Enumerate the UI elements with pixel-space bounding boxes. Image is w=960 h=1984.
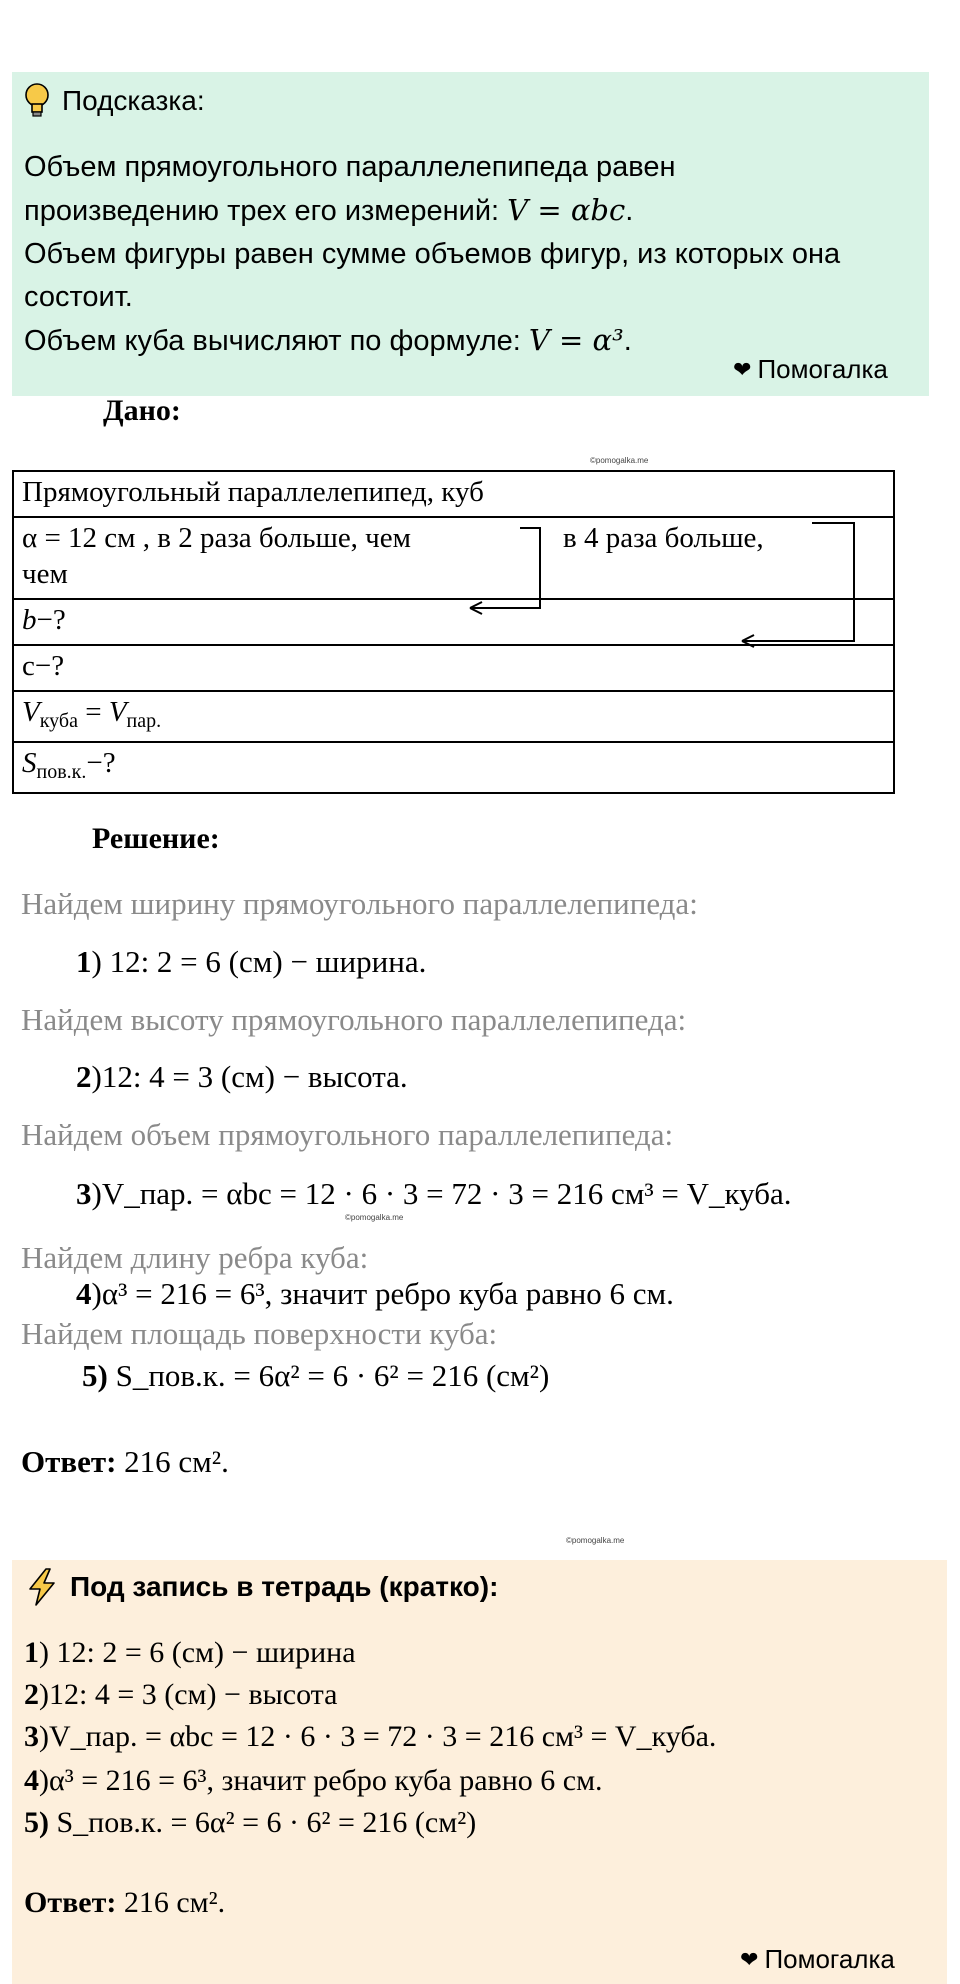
watermark: ©pomogalka.me [590, 456, 649, 465]
note-text: )α³ = 216 = 6³, значит ребро куба равно 6 см. [39, 1764, 603, 1797]
step-number: 4 [24, 1764, 39, 1797]
step-number: 5) [24, 1806, 49, 1839]
hint-formula-cube: V = α³ [528, 323, 624, 357]
notes-answer [24, 1886, 225, 1920]
note-line [24, 1720, 716, 1754]
step-number: 3 [24, 1720, 39, 1753]
answer-value: 216 см². [116, 1886, 226, 1919]
step3 [76, 1176, 792, 1212]
step-text: )α³ = 216 = 6³, значит ребро куба равно 6 см. [91, 1276, 674, 1311]
step-text: )V_пар. = αbс = 12 · 6 · 3 = 72 · 3 = 216 см³ = V_куба. [91, 1176, 792, 1211]
arrow-to-b [470, 528, 540, 608]
step1 [76, 944, 426, 980]
step-number: 2 [76, 1059, 92, 1094]
step5 [82, 1358, 549, 1394]
arrow-to-c [742, 523, 854, 641]
hint-text: равен [587, 151, 676, 183]
given-arrows [0, 0, 960, 700]
note-line [24, 1636, 356, 1670]
heart-icon: ❤ [733, 356, 752, 382]
note-line [24, 1764, 603, 1798]
solution-heading: Решение: [92, 822, 220, 855]
given-row: с−? [13, 645, 894, 691]
step-number: 1 [76, 944, 92, 979]
step2-caption: Найдем высоту прямоугольного параллелепипеда: [21, 1002, 687, 1037]
given-text: в 4 раза больше, [563, 522, 764, 554]
note-line [24, 1806, 476, 1840]
notes-header [24, 1567, 498, 1607]
step-text: ) 12: 2 = 6 (см) − ширина. [91, 944, 427, 979]
note-text: S_пов.к. = 6α² = 6 · 6² = 216 (см²) [49, 1806, 477, 1839]
brand-label [740, 1944, 895, 1975]
note-text: ) 12: 2 = 6 (см) − ширина [39, 1636, 356, 1669]
answer-label: Ответ: [24, 1886, 117, 1919]
hint-body: Объем прямоугольного параллелепипеда равен произведению трех его измерений: V = αbc. Объем фигуры равен сумме объемов фигур, из которых она состоит. Объем куба вычисляют по формуле: V = α³. [24, 146, 924, 363]
answer [21, 1444, 229, 1480]
step4-caption: Найдем длину ребра куба: [21, 1240, 369, 1275]
step-number: 2 [24, 1678, 39, 1711]
watermark: ©pomogalka.me [566, 1536, 625, 1545]
given-row: b−? [13, 599, 894, 645]
hint-text: вычисляют по формуле: [184, 325, 529, 357]
hint-title: Подсказка: [62, 85, 205, 116]
given-row: Прямоугольный параллелепипед, куб [13, 471, 894, 517]
watermark: ©pomogalka.me [345, 1213, 404, 1222]
hint-text: состоит. [24, 281, 133, 313]
given-row: $S_{пов.к.}-$? [13, 742, 894, 793]
step5-caption: Найдем площадь поверхности куба: [21, 1316, 498, 1351]
given-heading: Дано: [103, 394, 181, 427]
brand-text: Помогалка [764, 1944, 895, 1974]
given-text: чем [22, 558, 68, 590]
hint-formula-volume: V = αbc [507, 193, 626, 227]
note-line [24, 1678, 337, 1712]
step-number: 3 [76, 1176, 92, 1211]
given-row: $V_{куба} = V_{пар.}$ [13, 691, 894, 742]
answer-label: Ответ: [21, 1444, 117, 1479]
step2 [76, 1059, 408, 1095]
brand-text: Помогалка [757, 354, 888, 384]
hint-term-parallelepiped: Объем прямоугольного параллелепипеда [24, 151, 588, 183]
step-number: 1 [24, 1636, 39, 1669]
lightning-icon [24, 1567, 60, 1607]
heart-icon: ❤ [740, 1946, 759, 1972]
note-text: )V_пар. = αbс = 12 · 6 · 3 = 72 · 3 = 216 см³ = V_куба. [39, 1720, 717, 1753]
step-number: 4 [76, 1276, 92, 1311]
step-text: )12: 4 = 3 (см) − высота. [91, 1059, 408, 1094]
given-text: α = 12 см , в 2 раза больше, чем [22, 522, 411, 554]
hint-text: Объем фигуры равен сумме объемов фигур, из которых она [24, 238, 841, 270]
step3-caption: Найдем объем прямоугольного параллелепипеда: [21, 1117, 674, 1152]
step-number: 5) [82, 1358, 108, 1393]
hint-term-cube: Объем куба [24, 325, 185, 357]
step-text: S_пов.к. = 6α² = 6 · 6² = 216 (см²) [107, 1358, 550, 1393]
notes-title: Под запись в тетрадь (кратко): [70, 1571, 499, 1602]
note-text: )12: 4 = 3 (см) − высота [39, 1678, 338, 1711]
hint-text: произведению трех его измерений: [24, 195, 508, 227]
step4 [76, 1276, 674, 1312]
step1-caption: Найдем ширину прямоугольного параллелепипеда: [21, 886, 698, 921]
answer-value: 216 см². [116, 1444, 229, 1479]
